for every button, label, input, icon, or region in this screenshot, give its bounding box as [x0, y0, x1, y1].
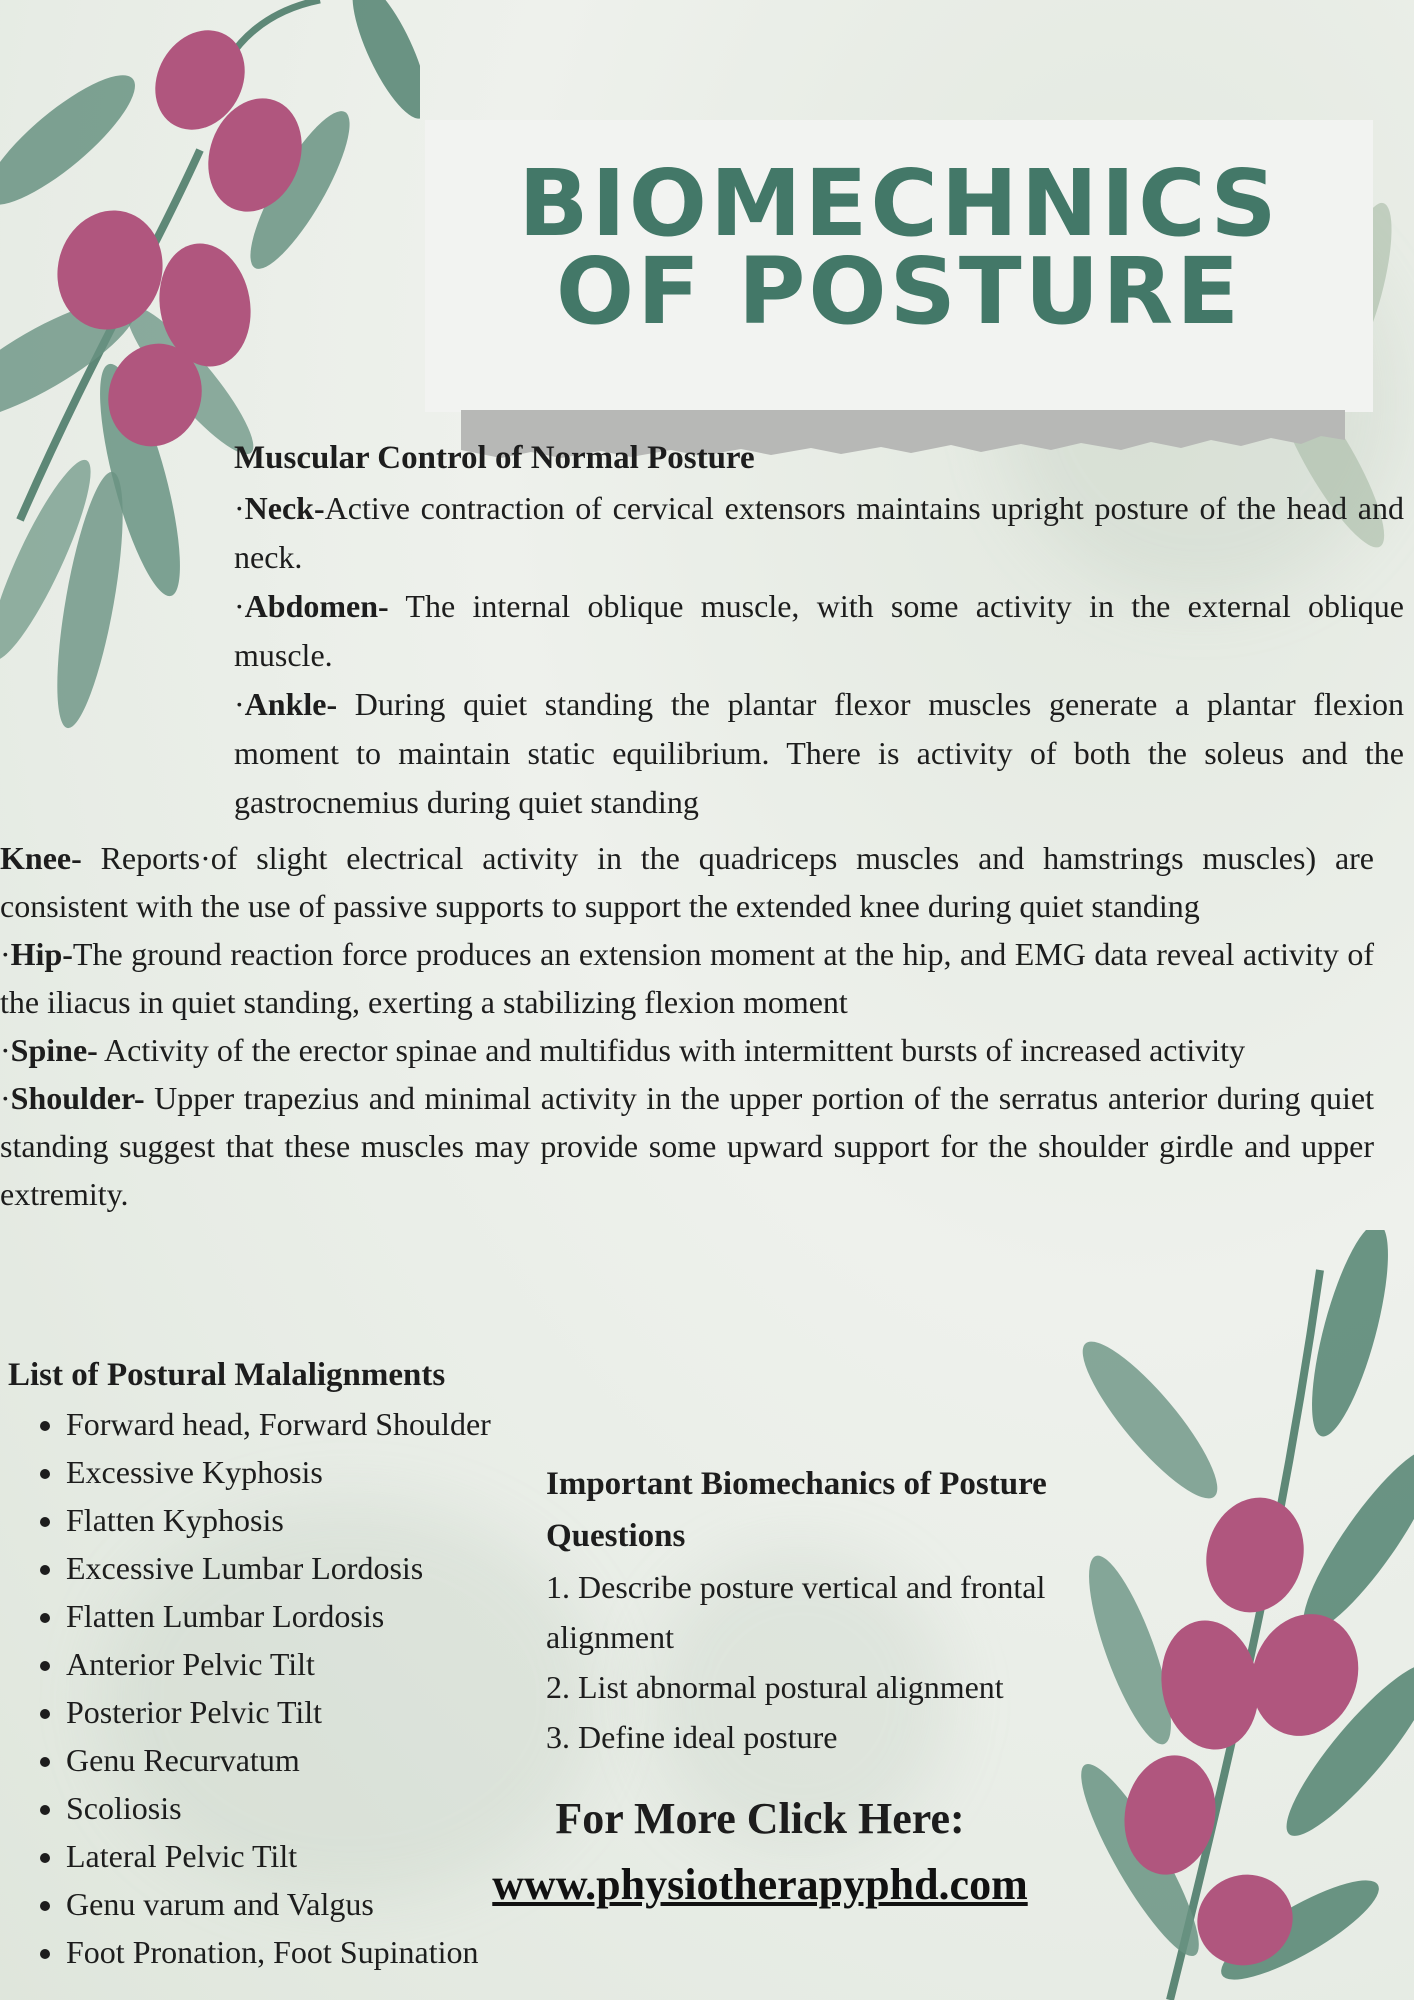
bullet: ·	[234, 490, 245, 526]
questions-heading: Important Biomechanics of Posture Questions	[546, 1466, 1047, 1554]
page-title	[425, 150, 1373, 345]
neck-paragraph	[234, 484, 1404, 582]
cta-label: For More Click Here:	[555, 1794, 965, 1843]
bullet: ·	[0, 936, 11, 972]
title-line-2: OF POSTURE	[555, 238, 1243, 345]
shoulder-paragraph	[0, 1074, 1374, 1218]
bullet: ·	[0, 1032, 11, 1068]
list-item: • Excessive Kyphosis	[66, 1448, 491, 1496]
website-link[interactable]: www.physiotherapyphd.com	[492, 1860, 1028, 1909]
list-item: • Lateral Pelvic Tilt	[66, 1832, 491, 1880]
list-item: • Anterior Pelvic Tilt	[66, 1640, 491, 1688]
question-item: 3. Define ideal posture	[546, 1719, 838, 1755]
shoulder-text: Upper trapezius and minimal activity in the upper portion of the serratus anterior during quiet standing suggest that these muscles may provide some upward support for the shoulder girdle and upper extremity.	[0, 1080, 1374, 1212]
list-item: • Excessive Lumbar Lordosis	[66, 1544, 491, 1592]
abdomen-label: Abdomen-	[244, 588, 389, 624]
hip-paragraph	[0, 930, 1374, 1026]
knee-text: Reports·of slight electrical activity in the quadriceps muscles and hamstrings muscles) are consistent with the use of passive supports to support the extended knee during quiet standing	[0, 840, 1374, 924]
muscular-control-section	[234, 432, 1404, 827]
bullet: ·	[234, 686, 245, 722]
knee-paragraph	[0, 834, 1374, 930]
neck-label: Neck-	[244, 490, 325, 526]
malalignments-heading: List of Postural Malalignments	[8, 1357, 446, 1393]
hip-label: Hip-	[10, 936, 73, 972]
question-item: 2. List abnormal postural alignment	[546, 1669, 1004, 1705]
ankle-paragraph	[234, 680, 1404, 827]
spine-text: Activity of the erector spinae and multifidus with intermittent bursts of increased activity	[97, 1032, 1246, 1068]
list-item: • Scoliosis	[66, 1784, 491, 1832]
list-item: • Flatten Lumbar Lordosis	[66, 1592, 491, 1640]
title-line-1: BIOMECHNICS	[518, 150, 1280, 257]
list-item: • Foot Pronation, Foot Supination	[66, 1928, 491, 1976]
list-item: • Genu varum and Valgus	[66, 1880, 491, 1928]
malalignments-section	[8, 1350, 491, 1976]
bullet: ·	[0, 1080, 11, 1116]
list-item: • Forward head, Forward Shoulder	[66, 1400, 491, 1448]
malalignments-list	[8, 1400, 491, 1976]
abdomen-paragraph	[234, 582, 1404, 680]
ankle-text: During quiet standing the plantar flexor muscles generate a plantar flexion moment to maintain static equilibrium. There is activity of both the soleus and the gastrocnemius during quiet standing	[234, 686, 1404, 820]
question-item: 1. Describe posture vertical and frontal alignment	[546, 1569, 1046, 1655]
bullet: ·	[234, 588, 245, 624]
ankle-label: Ankle-	[244, 686, 338, 722]
questions-section	[546, 1458, 1166, 1762]
spine-label: Spine-	[10, 1032, 98, 1068]
title-card	[425, 120, 1373, 412]
list-item: • Genu Recurvatum	[66, 1736, 491, 1784]
shoulder-label: Shoulder-	[10, 1080, 145, 1116]
muscular-control-heading: Muscular Control of Normal Posture	[234, 440, 755, 476]
muscular-control-continued	[0, 834, 1374, 1218]
knee-label: Knee-	[0, 840, 82, 876]
call-to-action	[460, 1786, 1060, 1918]
hip-text: The ground reaction force produces an extension moment at the hip, and EMG data reveal activity of the iliacus in quiet standing, exerting a stabilizing flexion moment	[0, 936, 1374, 1020]
list-item: • Flatten Kyphosis	[66, 1496, 491, 1544]
neck-text: Active contraction of cervical extensors maintains upright posture of the head and neck.	[234, 490, 1404, 575]
list-item: • Posterior Pelvic Tilt	[66, 1688, 491, 1736]
abdomen-text: The internal oblique muscle, with some activity in the external oblique muscle.	[234, 588, 1404, 673]
spine-paragraph	[0, 1026, 1374, 1074]
